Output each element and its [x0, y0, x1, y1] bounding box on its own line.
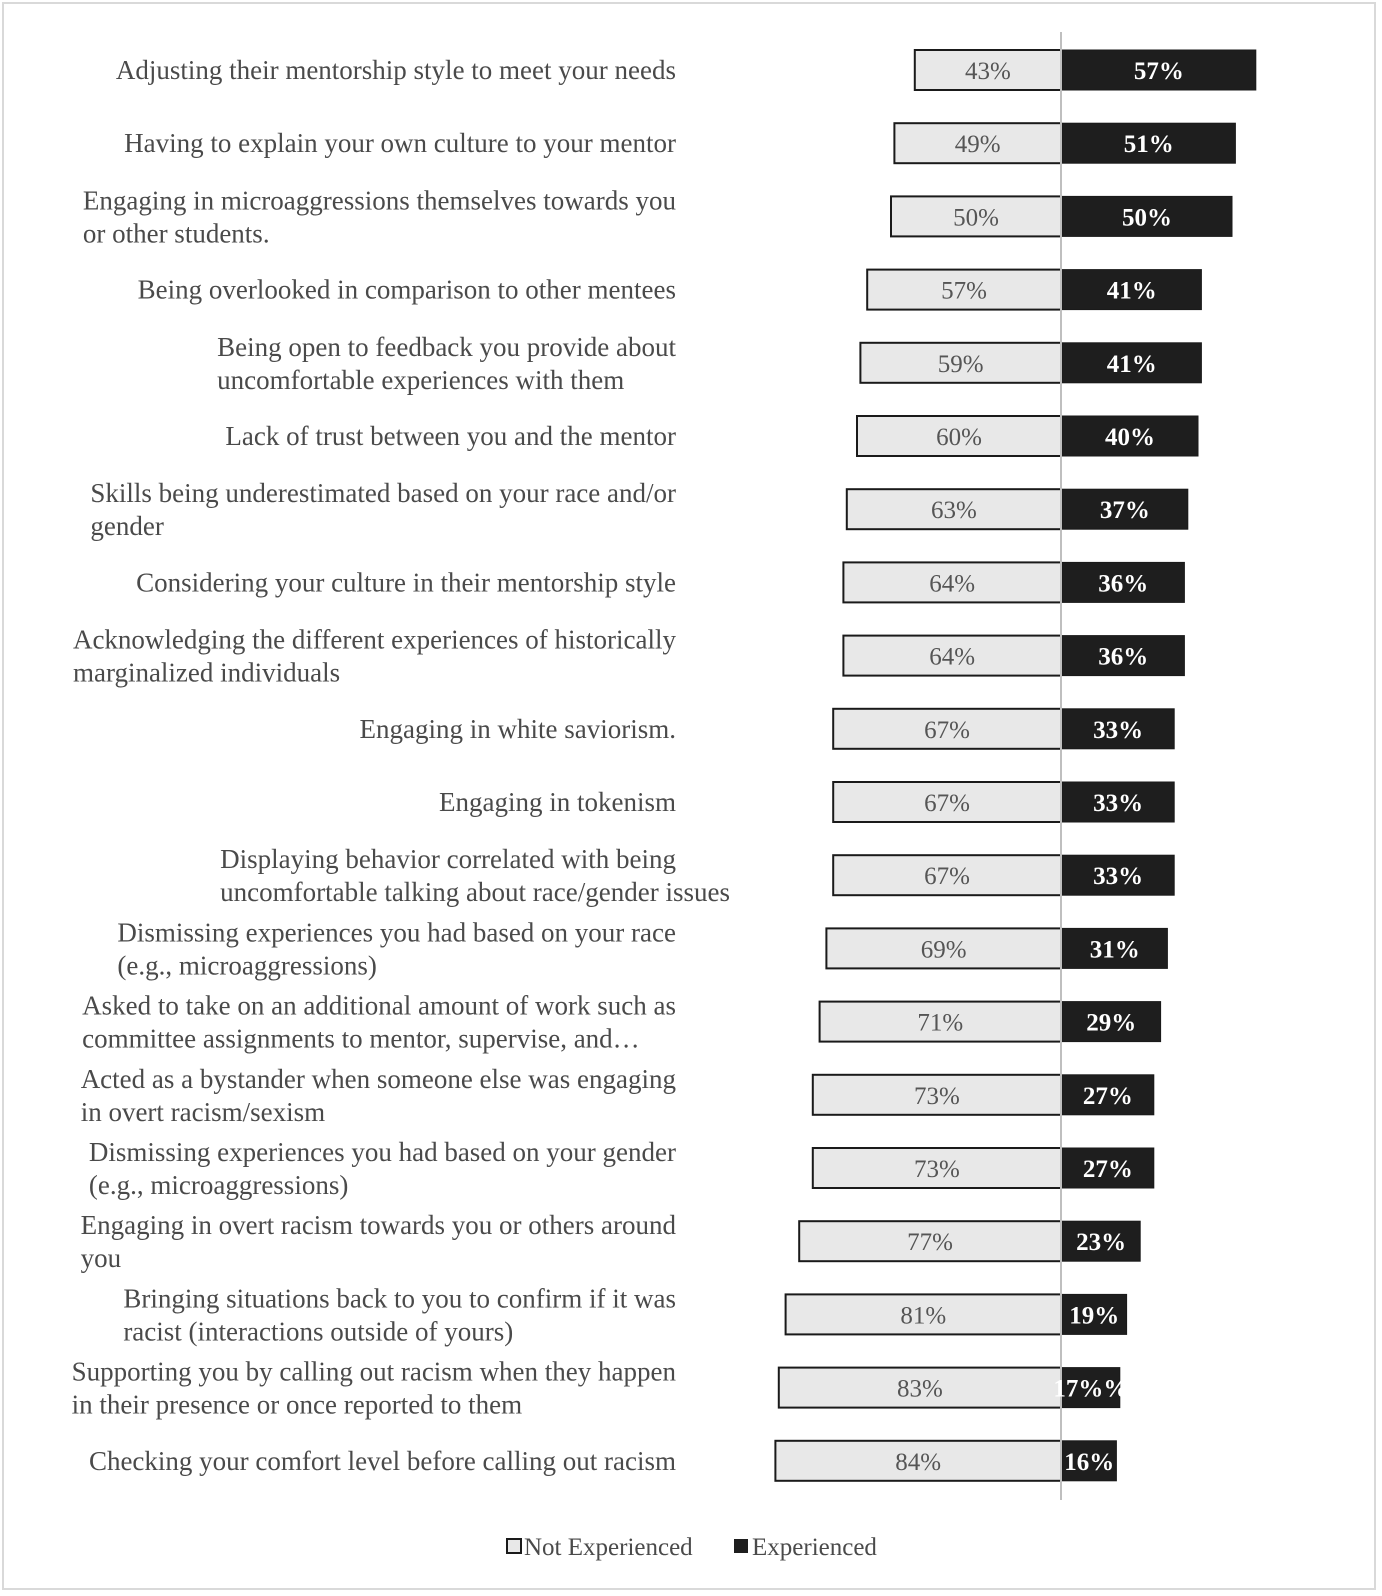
category-label: [83, 185, 677, 248]
category-label: [73, 625, 677, 688]
category-label: [136, 567, 676, 597]
category-label-line: in overt racism/sexism: [80, 1096, 326, 1127]
value-label-not-experienced: 73%: [913, 1082, 960, 1110]
category-label-line: Dismissing experiences you had based on your gender: [88, 1137, 676, 1167]
value-label-experienced: 27%: [1082, 1156, 1133, 1183]
category-label-line: Acknowledging the different experiences of historically: [72, 624, 676, 655]
category-label-line: racist (interactions outside of yours): [123, 1316, 514, 1347]
value-label-experienced: 23%: [1076, 1229, 1127, 1257]
category-label: [81, 1210, 677, 1273]
value-label-experienced: 40%: [1105, 424, 1155, 451]
category-label-line: Supporting you by calling out racism when they happen: [71, 1356, 676, 1387]
value-label-not-experienced: 67%: [924, 863, 971, 891]
category-label: [82, 991, 676, 1054]
category-label-line: Asked to take on an additional amount of work such as: [82, 990, 676, 1021]
category-label: [225, 421, 676, 451]
value-label-not-experienced: 84%: [895, 1448, 942, 1476]
category-label-line: Being overlooked in comparison to other mentees: [137, 274, 676, 305]
labels-layer: [72, 55, 1184, 1476]
value-label-not-experienced: 59%: [937, 350, 984, 378]
category-label-line: you: [80, 1243, 122, 1274]
category-label: [89, 1137, 676, 1200]
legend-swatch-experienced: [734, 1539, 748, 1553]
value-label-not-experienced: 57%: [941, 277, 988, 305]
category-label-line: (e.g., microaggressions): [88, 1170, 349, 1200]
category-label: [220, 844, 730, 907]
value-label-not-experienced: 83%: [896, 1375, 943, 1403]
value-label-experienced: 17%%: [1053, 1375, 1129, 1403]
value-label-experienced: 16%: [1064, 1448, 1115, 1476]
category-label-line: committee assignments to mentor, supervise, and…: [82, 1023, 640, 1054]
category-label-line: Engaging in microaggressions themselves towards you: [82, 185, 676, 216]
category-label-line: Dismissing experiences you had based on your race: [117, 917, 676, 948]
value-label-experienced: 36%: [1098, 570, 1149, 598]
category-label: [90, 478, 676, 541]
category-label: [81, 1064, 676, 1127]
category-label: [89, 1446, 676, 1476]
value-label-experienced: 19%: [1069, 1302, 1120, 1330]
category-label: [124, 128, 676, 158]
category-label: [123, 1283, 676, 1346]
category-label-line: in their presence or once reported to them: [71, 1389, 523, 1420]
category-label: [116, 55, 676, 85]
legend-swatch-not-experienced: [507, 1539, 521, 1553]
category-label-line: Bringing situations back to you to confirm if it was: [123, 1283, 676, 1314]
category-label-line: Considering your culture in their mentorship style: [136, 567, 676, 598]
value-label-not-experienced: 67%: [924, 716, 971, 744]
value-label-experienced: 29%: [1086, 1009, 1137, 1037]
category-label: [117, 917, 676, 980]
category-label-line: Acted as a bystander when someone else was engaging: [80, 1063, 676, 1094]
category-label-line: gender: [90, 511, 164, 542]
category-label-line: uncomfortable experiences with them: [217, 364, 625, 395]
bars-layer: [775, 50, 1255, 1481]
value-label-experienced: 36%: [1098, 643, 1149, 671]
value-label-not-experienced: 77%: [907, 1229, 954, 1257]
category-label-line: Engaging in white saviorism.: [359, 713, 676, 744]
category-label-line: Engaging in tokenism: [439, 787, 676, 817]
value-label-not-experienced: 67%: [924, 790, 971, 817]
value-label-not-experienced: 50%: [953, 204, 999, 232]
value-label-not-experienced: 81%: [900, 1302, 947, 1330]
value-label-experienced: 41%: [1106, 277, 1157, 305]
category-label-line: Adjusting their mentorship style to meet your needs: [115, 55, 676, 85]
value-label-experienced: 37%: [1099, 497, 1150, 525]
category-label-line: marginalized individuals: [72, 657, 341, 688]
value-label-experienced: 31%: [1089, 936, 1140, 964]
category-label-line: (e.g., microaggressions): [117, 950, 377, 981]
value-label-experienced: 33%: [1093, 716, 1144, 744]
value-label-not-experienced: 69%: [920, 936, 967, 964]
category-label: [360, 714, 676, 744]
value-label-experienced: 57%: [1133, 58, 1184, 85]
category-label-line: Lack of trust between you and the mentor: [225, 421, 676, 451]
value-label-experienced: 50%: [1122, 204, 1172, 232]
value-label-experienced: 41%: [1106, 350, 1157, 378]
category-label: [72, 1357, 677, 1420]
value-label-not-experienced: 64%: [929, 643, 976, 671]
category-label-line: Skills being underestimated based on your race and/or: [90, 478, 676, 509]
legend: [507, 1534, 877, 1561]
value-label-not-experienced: 64%: [929, 570, 976, 598]
value-label-not-experienced: 43%: [964, 58, 1011, 85]
category-label: [217, 332, 676, 395]
value-label-experienced: 33%: [1093, 790, 1144, 817]
value-label-not-experienced: 60%: [936, 424, 982, 451]
category-label-line: Being open to feedback you provide about: [217, 331, 676, 362]
legend-label-not-experienced: Not Experienced: [524, 1534, 693, 1561]
value-label-experienced: 27%: [1082, 1082, 1133, 1110]
category-label: [138, 275, 676, 305]
category-label-line: Displaying behavior correlated with being: [220, 844, 676, 875]
category-label-line: Checking your comfort level before calling out racism: [88, 1445, 676, 1476]
category-label: [439, 787, 676, 817]
category-label-line: Engaging in overt racism towards you or others around: [80, 1210, 676, 1241]
value-label-not-experienced: 71%: [917, 1009, 964, 1037]
category-label-line: uncomfortable talking about race/gender issues: [220, 877, 730, 908]
category-label-line: Having to explain your own culture to your mentor: [124, 128, 676, 159]
category-label-line: or other students.: [82, 218, 270, 249]
legend-label-experienced: Experienced: [752, 1534, 877, 1561]
value-label-not-experienced: 73%: [913, 1156, 960, 1183]
value-label-experienced: 33%: [1093, 863, 1144, 891]
value-label-not-experienced: 49%: [954, 131, 1001, 159]
value-label-not-experienced: 63%: [930, 497, 977, 525]
value-label-experienced: 51%: [1123, 131, 1174, 159]
